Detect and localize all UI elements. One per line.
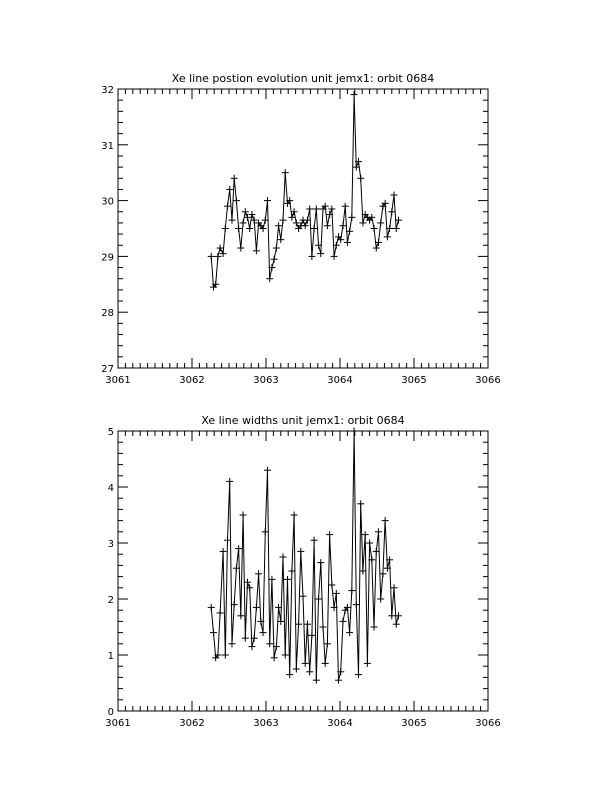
position-data-point xyxy=(246,225,253,232)
width-data-point xyxy=(284,576,291,583)
width-data-point xyxy=(335,677,342,684)
width-data-point xyxy=(302,660,309,667)
position-y-tick-label: 32 xyxy=(101,85,114,96)
position-data-point xyxy=(344,239,351,246)
position-data-point xyxy=(339,222,346,229)
position-x-tick-label: 3062 xyxy=(179,375,205,386)
position-data-point xyxy=(253,247,260,254)
width-data-point xyxy=(300,593,307,600)
position-data-point xyxy=(308,253,315,260)
position-data-point xyxy=(391,192,398,199)
width-data-point xyxy=(317,559,324,566)
width-data-point xyxy=(210,629,217,636)
width-data-point xyxy=(224,537,231,544)
width-data-point xyxy=(288,568,295,575)
position-chart-y-tick-labels xyxy=(101,85,114,375)
width-y-tick-label: 2 xyxy=(107,595,114,606)
width-y-tick-label: 4 xyxy=(107,483,114,494)
width-data-point xyxy=(322,660,329,667)
width-y-tick-label: 3 xyxy=(107,539,114,550)
position-chart-frame xyxy=(118,89,488,368)
position-y-tick-label: 28 xyxy=(101,308,114,320)
width-data-point xyxy=(253,604,260,611)
position-data-point xyxy=(371,225,378,232)
width-data-point xyxy=(262,528,269,535)
position-data-point xyxy=(282,169,289,176)
position-data-point xyxy=(359,219,366,226)
width-data-point xyxy=(348,587,355,594)
position-data-point xyxy=(271,256,278,263)
width-data-point xyxy=(328,582,335,589)
position-series-markers xyxy=(208,91,402,291)
width-data-point xyxy=(237,612,244,619)
width-data-point xyxy=(255,570,262,577)
position-x-tick-label: 3061 xyxy=(105,375,131,386)
position-data-point xyxy=(208,253,215,260)
position-y-tick-label: 29 xyxy=(101,252,114,264)
width-data-point xyxy=(306,668,313,675)
width-chart xyxy=(105,414,500,729)
width-data-point xyxy=(291,512,298,519)
width-y-tick-label: 5 xyxy=(107,427,114,438)
position-data-point xyxy=(348,214,355,221)
width-data-point xyxy=(228,640,235,647)
width-data-point xyxy=(319,624,326,631)
position-chart-title: Xe line postion evolution unit jemx1: orbit 0684 xyxy=(171,72,435,85)
width-data-point xyxy=(280,554,287,561)
position-data-point xyxy=(342,203,349,210)
position-data-point xyxy=(275,222,282,229)
position-data-point xyxy=(311,225,318,232)
position-data-point xyxy=(306,205,313,212)
width-data-point xyxy=(355,671,362,678)
position-x-tick-label: 3065 xyxy=(401,375,427,386)
width-data-point xyxy=(240,512,247,519)
width-chart-x-tick-labels xyxy=(105,718,500,729)
position-data-point xyxy=(331,253,338,260)
position-data-point xyxy=(217,245,224,252)
width-x-tick-label: 3061 xyxy=(105,718,131,729)
position-data-point xyxy=(237,245,244,252)
width-data-point xyxy=(208,604,215,611)
position-x-tick-label: 3064 xyxy=(327,375,353,386)
position-data-point xyxy=(277,236,284,243)
width-y-tick-label: 1 xyxy=(107,651,114,662)
width-data-point xyxy=(297,548,304,555)
width-data-point xyxy=(351,428,358,435)
width-data-point xyxy=(260,629,267,636)
width-data-point xyxy=(377,596,384,603)
position-data-point xyxy=(266,275,273,282)
width-data-point xyxy=(339,618,346,625)
position-data-point xyxy=(222,225,229,232)
position-data-point xyxy=(264,197,271,204)
width-data-point xyxy=(286,671,293,678)
position-data-point xyxy=(224,203,231,210)
position-data-point xyxy=(351,91,358,98)
position-data-point xyxy=(273,245,280,252)
width-data-point xyxy=(264,467,271,474)
width-data-point xyxy=(362,531,369,538)
width-x-tick-label: 3065 xyxy=(401,718,427,729)
position-y-tick-label: 30 xyxy=(101,196,114,208)
position-data-point xyxy=(226,186,233,193)
position-data-point xyxy=(324,222,331,229)
width-chart-y-tick-labels xyxy=(108,427,114,718)
position-data-point xyxy=(235,225,242,232)
width-data-point xyxy=(364,660,371,667)
position-series-line xyxy=(211,95,398,288)
position-chart xyxy=(101,72,500,386)
width-data-point xyxy=(379,570,386,577)
position-data-point xyxy=(388,208,395,215)
position-data-point xyxy=(317,250,324,257)
width-data-point xyxy=(388,612,395,619)
position-data-point xyxy=(393,225,400,232)
width-data-point xyxy=(266,640,273,647)
width-data-point xyxy=(311,537,318,544)
width-x-tick-label: 3062 xyxy=(179,718,205,729)
width-data-point xyxy=(353,601,360,608)
position-x-tick-label: 3066 xyxy=(475,375,501,386)
width-data-point xyxy=(226,478,233,485)
position-data-point xyxy=(280,217,287,224)
width-data-point xyxy=(304,621,311,628)
width-data-point xyxy=(308,632,315,639)
width-x-tick-label: 3066 xyxy=(475,718,501,729)
position-data-point xyxy=(228,217,235,224)
position-chart-x-tick-labels xyxy=(105,375,500,386)
width-data-point xyxy=(313,677,320,684)
width-data-point xyxy=(217,610,224,617)
width-data-point xyxy=(222,652,229,659)
width-x-tick-label: 3064 xyxy=(327,718,353,729)
width-data-point xyxy=(315,596,322,603)
width-data-point xyxy=(235,545,242,552)
position-data-point xyxy=(231,175,238,182)
width-data-point xyxy=(371,624,378,631)
width-data-point xyxy=(220,548,227,555)
position-y-tick-label: 27 xyxy=(101,364,114,375)
position-data-point xyxy=(377,219,384,226)
position-chart-ticks xyxy=(118,89,488,368)
width-data-point xyxy=(242,635,249,642)
width-chart-title: Xe line widths unit jemx1: orbit 0684 xyxy=(201,414,405,427)
width-data-point xyxy=(271,654,278,661)
width-chart-ticks xyxy=(118,431,488,711)
width-data-point xyxy=(346,629,353,636)
width-x-tick-label: 3063 xyxy=(253,718,279,729)
width-data-point xyxy=(357,500,364,507)
width-data-point xyxy=(391,584,398,591)
width-data-point xyxy=(293,666,300,673)
position-data-point xyxy=(357,175,364,182)
width-data-point xyxy=(333,590,340,597)
width-data-point xyxy=(268,576,275,583)
position-data-point xyxy=(233,197,240,204)
position-y-tick-label: 31 xyxy=(101,140,114,152)
position-data-point xyxy=(313,205,320,212)
width-data-point xyxy=(393,621,400,628)
width-data-point xyxy=(248,643,255,650)
width-data-point xyxy=(282,652,289,659)
width-y-tick-label: 0 xyxy=(107,707,114,718)
width-data-point xyxy=(324,640,331,647)
width-chart-frame xyxy=(118,431,488,711)
width-series-line xyxy=(211,431,398,680)
position-data-point xyxy=(240,219,247,226)
width-data-point xyxy=(382,517,389,524)
width-data-point xyxy=(375,528,382,535)
width-data-point xyxy=(366,540,373,547)
position-data-point xyxy=(384,233,391,240)
position-x-tick-label: 3063 xyxy=(253,375,279,386)
width-data-point xyxy=(326,531,333,538)
